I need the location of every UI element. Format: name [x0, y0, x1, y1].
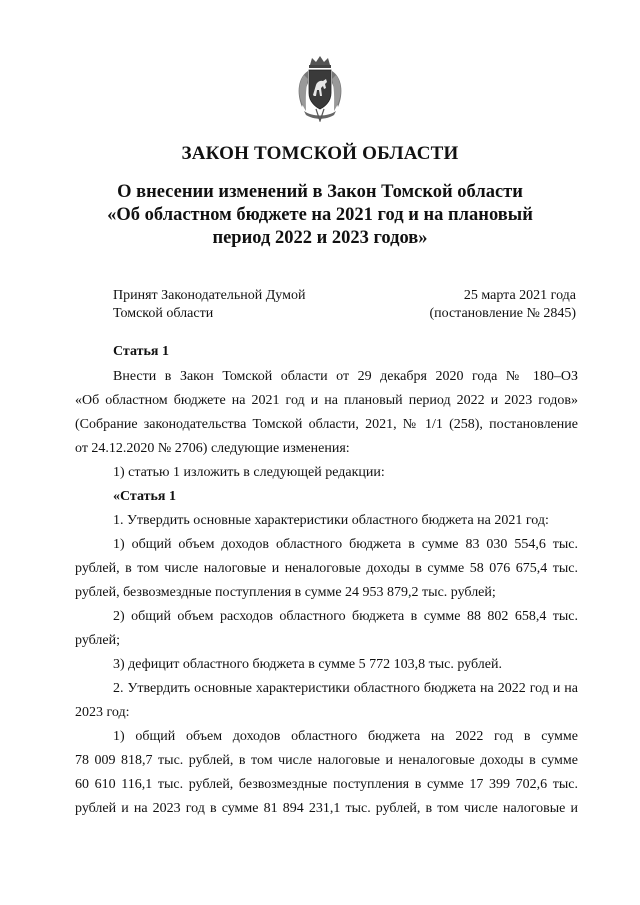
text-line: рублей, в том числе налоговые и неналоговые доходы в сумме 58 076 675,4 тыс. [75, 561, 578, 576]
subtitle-line: О внесении изменений в Закон Томской области [117, 182, 523, 202]
text-line: (Собрание законодательства Томской области, 2021, № 1/1 (258), постановление [75, 417, 578, 432]
text-line: 60 610 116,1 тыс. рублей, безвозмездные поступления в сумме 17 399 702,6 тыс. [75, 777, 578, 792]
law-subtitle [80, 181, 560, 250]
adopted-date [380, 287, 576, 322]
quoted-article-heading: «Статья 1 [113, 489, 176, 504]
text-line: 78 009 818,7 тыс. рублей, в том числе налоговые и неналоговые доходы в сумме [75, 753, 578, 768]
text-line: 2) общий объем расходов областного бюджета в сумме 88 802 658,4 тыс. [113, 609, 578, 624]
adopted-by-line: Принят Законодательной Думой [113, 288, 306, 303]
intro-paragraph [75, 365, 578, 461]
subclause-paragraph: 3) дефицит областного бюджета в сумме 5 772 103,8 тыс. рублей. [113, 657, 502, 672]
law-body [75, 340, 578, 821]
clause-paragraph: 1. Утвердить основные характеристики областного бюджета на 2021 год: [113, 513, 549, 528]
subtitle-line: «Об областном бюджете на 2021 год и на плановый [107, 205, 533, 225]
text-line: рублей и на 2023 год в сумме 81 894 231,1 тыс. рублей, в том числе налоговые и [75, 801, 578, 816]
adopted-by-line: Томской области [113, 305, 214, 321]
subclause-paragraph [75, 533, 578, 605]
adopted-date-line: 25 марта 2021 года [463, 288, 576, 303]
text-line: 2. Утвердить основные характеристики областного бюджета на 2022 год и на [113, 681, 578, 696]
subtitle-line: период 2022 и 2023 годов» [212, 228, 428, 248]
text-line: 2023 год: [75, 705, 130, 720]
text-line: 1) общий объем доходов областного бюджета на 2022 год в сумме [113, 729, 578, 744]
subclause-paragraph [75, 605, 578, 653]
law-title: ЗАКОН ТОМСКОЙ ОБЛАСТИ [181, 143, 459, 164]
text-line: рублей; [75, 633, 120, 648]
text-line: от 24.12.2020 № 2706) следующие изменения: [75, 441, 350, 456]
subclause-paragraph [75, 725, 578, 821]
resolution-number: (постановление № 2845) [429, 305, 576, 321]
text-line: 1) общий объем доходов областного бюджета в сумме 83 030 554,6 тыс. [113, 537, 578, 552]
text-line: рублей, безвозмездные поступления в сумме 24 953 879,2 тыс. рублей; [75, 585, 496, 600]
amendment-item: 1) статью 1 изложить в следующей редакции: [113, 465, 385, 480]
tomsk-coat-of-arms-icon [294, 55, 346, 122]
clause-paragraph [75, 677, 578, 725]
text-line: «Об областном бюджете на 2021 год и на плановый период 2022 и 2023 годов» [75, 393, 578, 408]
adopted-by [113, 287, 373, 322]
article-heading: Статья 1 [113, 344, 169, 359]
text-line: Внести в Закон Томской области от 29 декабря 2020 года № 180–ОЗ [113, 369, 578, 384]
